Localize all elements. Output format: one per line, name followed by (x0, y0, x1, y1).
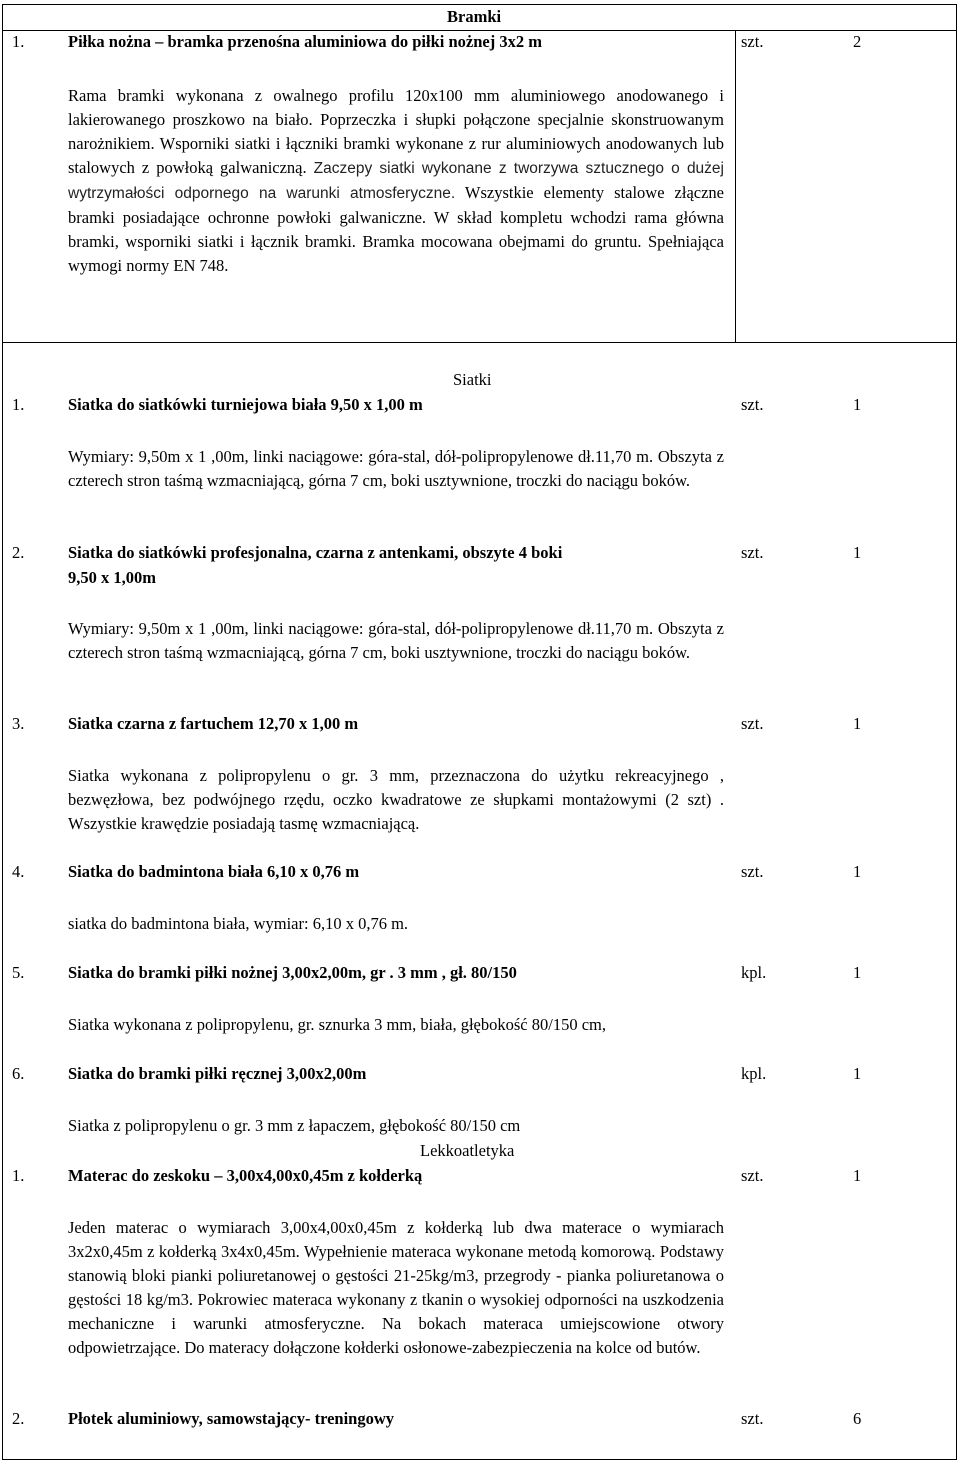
item-title: Siatka do bramki piłki ręcznej 3,00x2,00m (68, 1064, 367, 1083)
item-description: Siatka wykonana z polipropylenu, gr. sznurka 3 mm, biała, głębokość 80/150 cm, (68, 1015, 606, 1034)
item-unit: szt. (741, 862, 764, 881)
item-title-continued: 9,50 x 1,00m (68, 568, 156, 587)
item-title: Siatka czarna z fartuchem 12,70 x 1,00 m (68, 714, 359, 733)
item-number: 5. (12, 963, 25, 982)
item-quantity: 1 (853, 963, 862, 982)
section-heading-siatki: Siatki (453, 370, 492, 389)
item-quantity: 6 (853, 1409, 862, 1428)
item-number: 3. (12, 714, 25, 733)
item-description: Jeden materac o wymiarach 3,00x4,00x0,45m z kołderką lub dwa materace o wymiarach 3x2x0,45m z kołderką 3x4x0,45m. Wypełnienie materaca wykonane metodą komorową. Podstawy stanowią bloki pianki poliuretanowej o gęstości 21-25kg/m3, przegrody - pianka poliuretanowa o gęstości 18 kg/m3. Pokrowiec materaca wykonany z tkanin o wysokiej odporności na uszkodzenia mechaniczne i warunki atmosferyczne. Na bokach materaca umiejscowione otwory odpowietrzające. Do materacy dołączone kołderki osłonowe-zabezpieczenia na kolce od butów. (68, 1218, 724, 1357)
item-number: 1. (12, 395, 25, 414)
section-heading-bramki: Bramki (447, 7, 502, 26)
item-unit: szt. (741, 714, 764, 733)
item-unit: szt. (741, 1166, 764, 1185)
item-unit: szt. (741, 395, 764, 414)
item-description: Siatka wykonana z polipropylenu o gr. 3 mm, przeznaczona do użytku rekreacyjnego , bezwęzłowa, bez podwójnego rzędu, oczko kwadratowe ze słupkami montażowymi (2 szt) . Wszystkie krawędzie posiadają tasmę wzmacniającą. (68, 766, 724, 833)
item-title: Piłka nożna – bramka przenośna aluminiowa do piłki nożnej 3x2 m (68, 32, 542, 51)
item-title: Siatka do siatkówki turniejowa biała 9,50 x 1,00 m (68, 395, 423, 414)
item-number: 2. (12, 1409, 25, 1428)
item-unit: kpl. (741, 963, 767, 982)
item-number: 6. (12, 1064, 25, 1083)
item-number: 2. (12, 543, 25, 562)
item-title: Siatka do bramki piłki nożnej 3,00x2,00m, gr . 3 mm , gł. 80/150 (68, 963, 517, 982)
item-title: Płotek aluminiowy, samowstający- treningowy (68, 1409, 395, 1428)
description-part-sans: Zaczepy siatki wykonane z tworzywa sztucznego o dużej wytrzymałości odpornego na warunki atmosferyczne. (68, 160, 724, 202)
column-divider-unit (735, 30, 736, 342)
section-heading-lekkoatletyka: Lekkoatletyka (420, 1141, 515, 1160)
item-quantity: 1 (853, 543, 862, 562)
item-title: Materac do zeskoku – 3,00x4,00x0,45m z kołderką (68, 1166, 423, 1185)
item-unit: szt. (741, 1409, 764, 1428)
section-divider (2, 342, 957, 343)
item-number: 4. (12, 862, 25, 881)
item-unit: kpl. (741, 1064, 767, 1083)
item-number: 1. (12, 1166, 25, 1185)
table-border-left (2, 4, 3, 1460)
description-part-serif: Rama bramki wykonana z owalnego profilu 120x100 mm aluminiowego anodowanego i lakierowanego proszkowo na biało. Poprzeczka i słupki połączone specjalnie skonstruowanym narożnikiem. Wsporniki siatki i łączniki bramki wykonane z rur aluminiowych anodowanych lub stalowych z powłoką galwaniczną. (68, 86, 724, 177)
item-quantity: 1 (853, 1064, 862, 1083)
item-number: 1. (12, 32, 25, 51)
item-quantity: 2 (853, 32, 862, 51)
table-border-right (956, 4, 957, 1460)
item-quantity: 1 (853, 395, 862, 414)
item-description: Wymiary: 9,50m x 1 ,00m, linki naciągowe: góra-stal, dół-polipropylenowe dł.11,70 m. Obszyta z czterech stron taśmą wzmacniającą, górna 7 cm, boki usztywnione, troczki do naciągu boków. (68, 619, 724, 662)
item-title: Siatka do siatkówki profesjonalna, czarna z antenkami, obszyte 4 boki (68, 543, 563, 562)
description-part-serif: Wszystkie elementy stalowe złączne bramki posiadające ochronne powłoki galwaniczne. W skład kompletu wchodzi rama główna bramki, wsporniki siatki i łącznik bramki. Bramka mocowana obejmami do gruntu. Spełniająca wymogi normy EN 748. (68, 183, 725, 275)
item-description: siatka do badmintona biała, wymiar: 6,10 x 0,76 m. (68, 914, 409, 933)
item-description: Wymiary: 9,50m x 1 ,00m, linki naciągowe: góra-stal, dół-polipropylenowe dł.11,70 m. Obszyta z czterech stron taśmą wzmacniającą, górna 7 cm, boki usztywnione, troczki do naciągu boków. (68, 447, 724, 490)
table-border-bottom (2, 1459, 957, 1460)
item-quantity: 1 (853, 862, 862, 881)
item-quantity: 1 (853, 714, 862, 733)
item-quantity: 1 (853, 1166, 862, 1185)
item-title: Siatka do badmintona biała 6,10 x 0,76 m (68, 862, 360, 881)
item-unit: szt. (741, 543, 764, 562)
item-unit: szt. (741, 32, 764, 51)
item-description: Siatka z polipropylenu o gr. 3 mm z łapaczem, głębokość 80/150 cm (68, 1116, 521, 1135)
item-description (68, 84, 724, 278)
